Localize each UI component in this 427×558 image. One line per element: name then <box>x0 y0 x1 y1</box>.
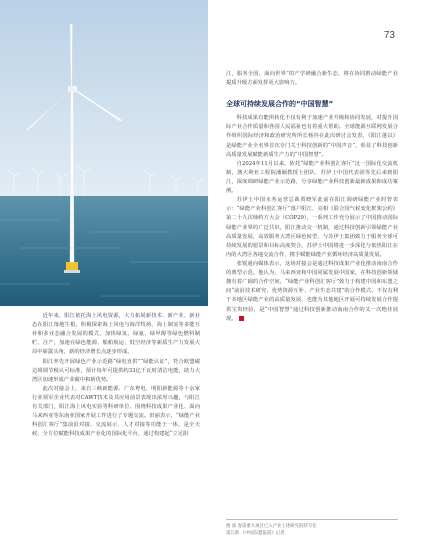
paragraph <box>226 260 398 324</box>
section-heading: 全球可持续发展合作的“中国智慧” <box>226 100 334 109</box>
right-text-column <box>226 70 398 324</box>
footnote-line: 图 质 春雷重大项目已入产业上述研究院特写任 <box>226 524 317 529</box>
footnote-line: 第江新 《中国东盟报道》记者 <box>226 531 285 537</box>
paragraph: 阳江率先开展绿色产业示范路“绿电直供”“绿能认证”，符合欧盟碳边境调节税认可标准，预计每年可提供约33亿千瓦时清洁电能，助力大湾区加速形成产业碳中和新优势。 <box>32 358 200 383</box>
paragraph: 科技成果有能所转化不仅有利于加速产业升级和协同发展，对提升国际产业合作质量和各国人民福祉也有着重大帮助。全球能源互联网发展合作组织国际经济和政治研究所所长杨谷在此次研讨会发表，《阳江蓬以》是绿能产业全名界首次专门关于科技创新的“中国声音”，彰显了科技创新高质量发展赋能新质生产力的“中国智慧”。 <box>226 115 398 158</box>
page-number: 73 <box>383 30 395 41</box>
footnote <box>226 519 398 538</box>
article-end-mark <box>239 316 244 321</box>
paragraph: 近年来，阳江依托海上风电资源，大力拓展新技术、新产业、新业态在阳江落地生根，积极探索海上风电与海洋牧场、海上制氢等多能互补和多业态融合发展的模式，加快绿氢、绿氨、绿甲醇等绿色燃料制贮、注产，加速在绿色能源、船舶航运、低空经济等新质生产力发展大局中崭露头角，新的经济增长点逐步形成。 <box>32 313 200 356</box>
paragraph: 此次对接会上，来自三峡新能源、广东粤电、明阳新能源等十余家行业领军企业代表对CAWT技术及其应用前景表现出浓厚兴趣，与阳江有关部门，阳江海上风电实验等科研单位、围绕科技成果产业化、面向马来西亚等东南亚国家开展工作进行了专题交流。田丽表示，“绿能产业科创汇客厅”集前沿对接、交流展示、人才对接等功能于一体，是全天候、全方位赋能科技成果产业化的国际化平台，通过构建起“立足阳 <box>32 385 200 438</box>
left-text-column <box>32 312 200 440</box>
continued-paragraph: 江，服务全国，面向世界”的产学研融合新生态，将在协同推动绿能产业提质升级方面发挥更大影响力。 <box>226 71 398 87</box>
paragraph-text: 张锐通向媒体表示，这场对接会是通过科技成果产业化推动南南合作的典型示范。他认为，马来西亚和中国同属发展中国家，在科技创新领域拥有着广阔的合作空间，“绿能产业科创汇客厅”致力于构建中国和东盟之间“前沿技术研究、优势资源互补、产业生态共建”的合作模式，不仅有利于本地区绿能产业的高质量发展，也能为其他地区开展可持续发展合作提供宝贵经验，是“中国智慧”通过科技创新推动南南合作的又一次绝佳展现。 <box>226 261 398 322</box>
paragraph: 苏伊士中国水务运营总裁贾晓军此前在阳江调研绿能产业时曾表示：“绿能产业科创汇客厅”落户阳江，亮相《联合国气候变化框架公约》第二十九次缔约方大会（COP29），一系列工作充分展示了中国推动国际绿能产业界的广泛共识，阳江推动交一机制，通过科技创新引领绿能产业高质量发展，高效服务大湾区绿色转型，与苏伊士集团致力于服务全球可持续发展的愿景和目标高度契合。苏伊士中国将进一步深化与低热阳江在内的大湾区各地交流合作，携手赋能绿能产业循环经济高质量发展。 <box>226 197 398 258</box>
paragraph: 自2024年11月以来，依托“绿能产业科创汇客厅”这一国际化交流机制，澳大利亚工程院潘颖教授士团队、苏伊士中国代表团等先后来到阳江，深度调研绿能产业示范路，分享绿能产业科技创新最新成果和成功案例。 <box>226 160 398 195</box>
wind-farm-photo <box>0 0 208 306</box>
